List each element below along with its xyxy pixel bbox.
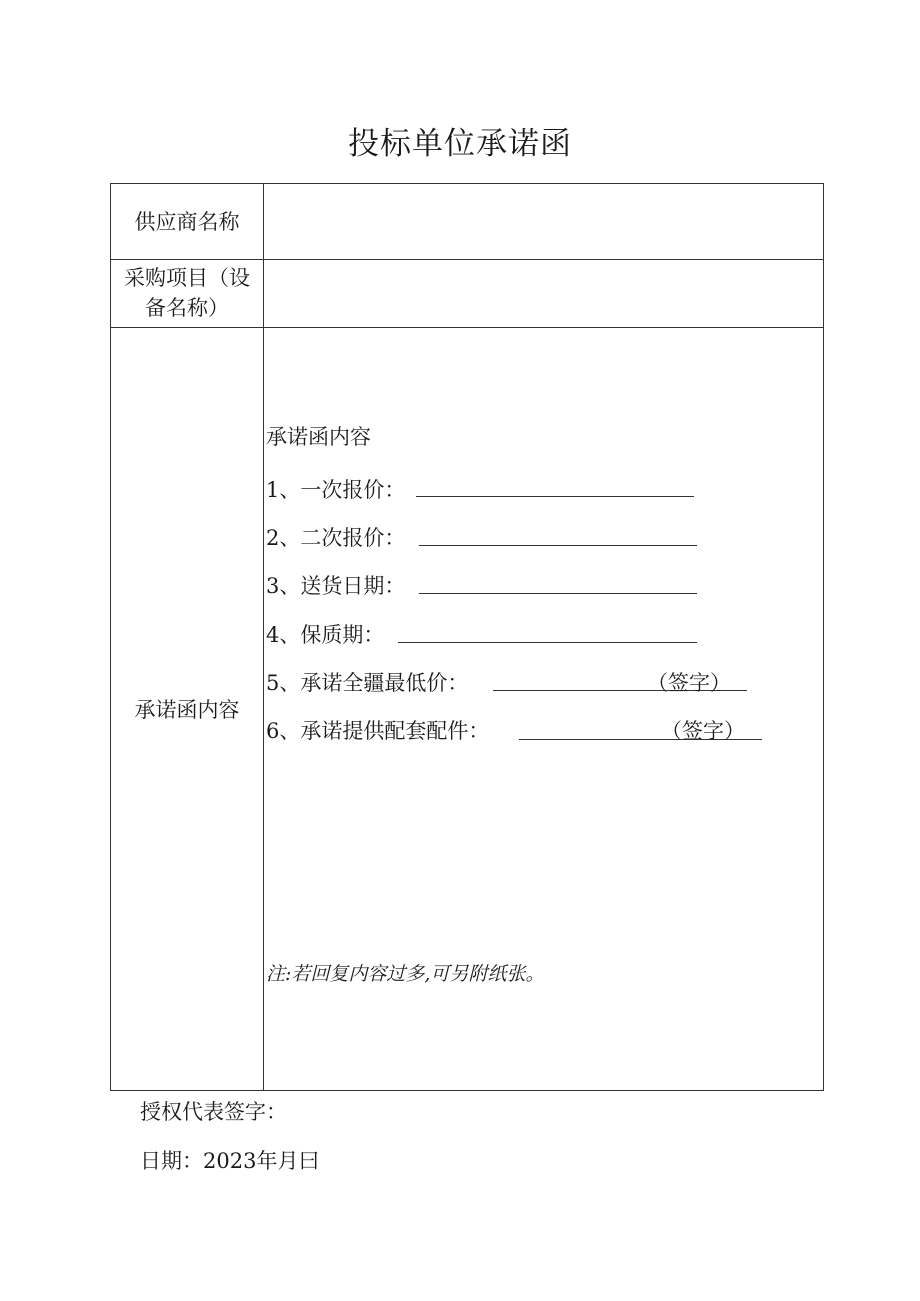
- item-warranty-period: 4、保质期：: [266, 623, 385, 647]
- procurement-project-label: [111, 259, 263, 327]
- second-quote-blank[interactable]: [419, 545, 697, 546]
- procurement-project-value[interactable]: [266, 259, 821, 327]
- lowest-price-signature-label: （签字）: [647, 671, 731, 695]
- supplier-name-label: 供应商名称: [134, 209, 240, 234]
- item-second-quote: 2、二次报价：: [266, 526, 406, 550]
- delivery-date-blank[interactable]: [419, 593, 697, 594]
- commitment-content-label: 承诺函内容: [134, 697, 240, 722]
- warranty-period-blank[interactable]: [398, 642, 697, 643]
- item-first-quote: 1、一次报价：: [266, 478, 406, 502]
- content-heading: 承诺函内容: [266, 425, 371, 449]
- procurement-project-label-line2: 备名称）: [145, 296, 229, 320]
- first-quote-blank[interactable]: [416, 496, 694, 497]
- document-title: 投标单位承诺函: [348, 126, 572, 162]
- commitment-form-table: [110, 183, 824, 1091]
- procurement-project-label-line1: 采购项目（设: [124, 266, 250, 290]
- supplier-name-value[interactable]: [266, 184, 821, 259]
- authorized-signature-label: 授权代表签字：: [140, 1100, 287, 1124]
- item-supporting-parts: 6、承诺提供配套配件：: [266, 719, 490, 743]
- item-lowest-price: 5、承诺全疆最低价：: [266, 671, 469, 695]
- item-delivery-date: 3、送货日期：: [266, 574, 406, 598]
- supporting-parts-signature-label: （签字）: [661, 719, 745, 743]
- attachment-note: 注:若回复内容过多,可另附纸张。: [266, 963, 545, 985]
- date-label: 日期：2023年月曰: [140, 1149, 320, 1173]
- column-divider: [263, 184, 264, 1090]
